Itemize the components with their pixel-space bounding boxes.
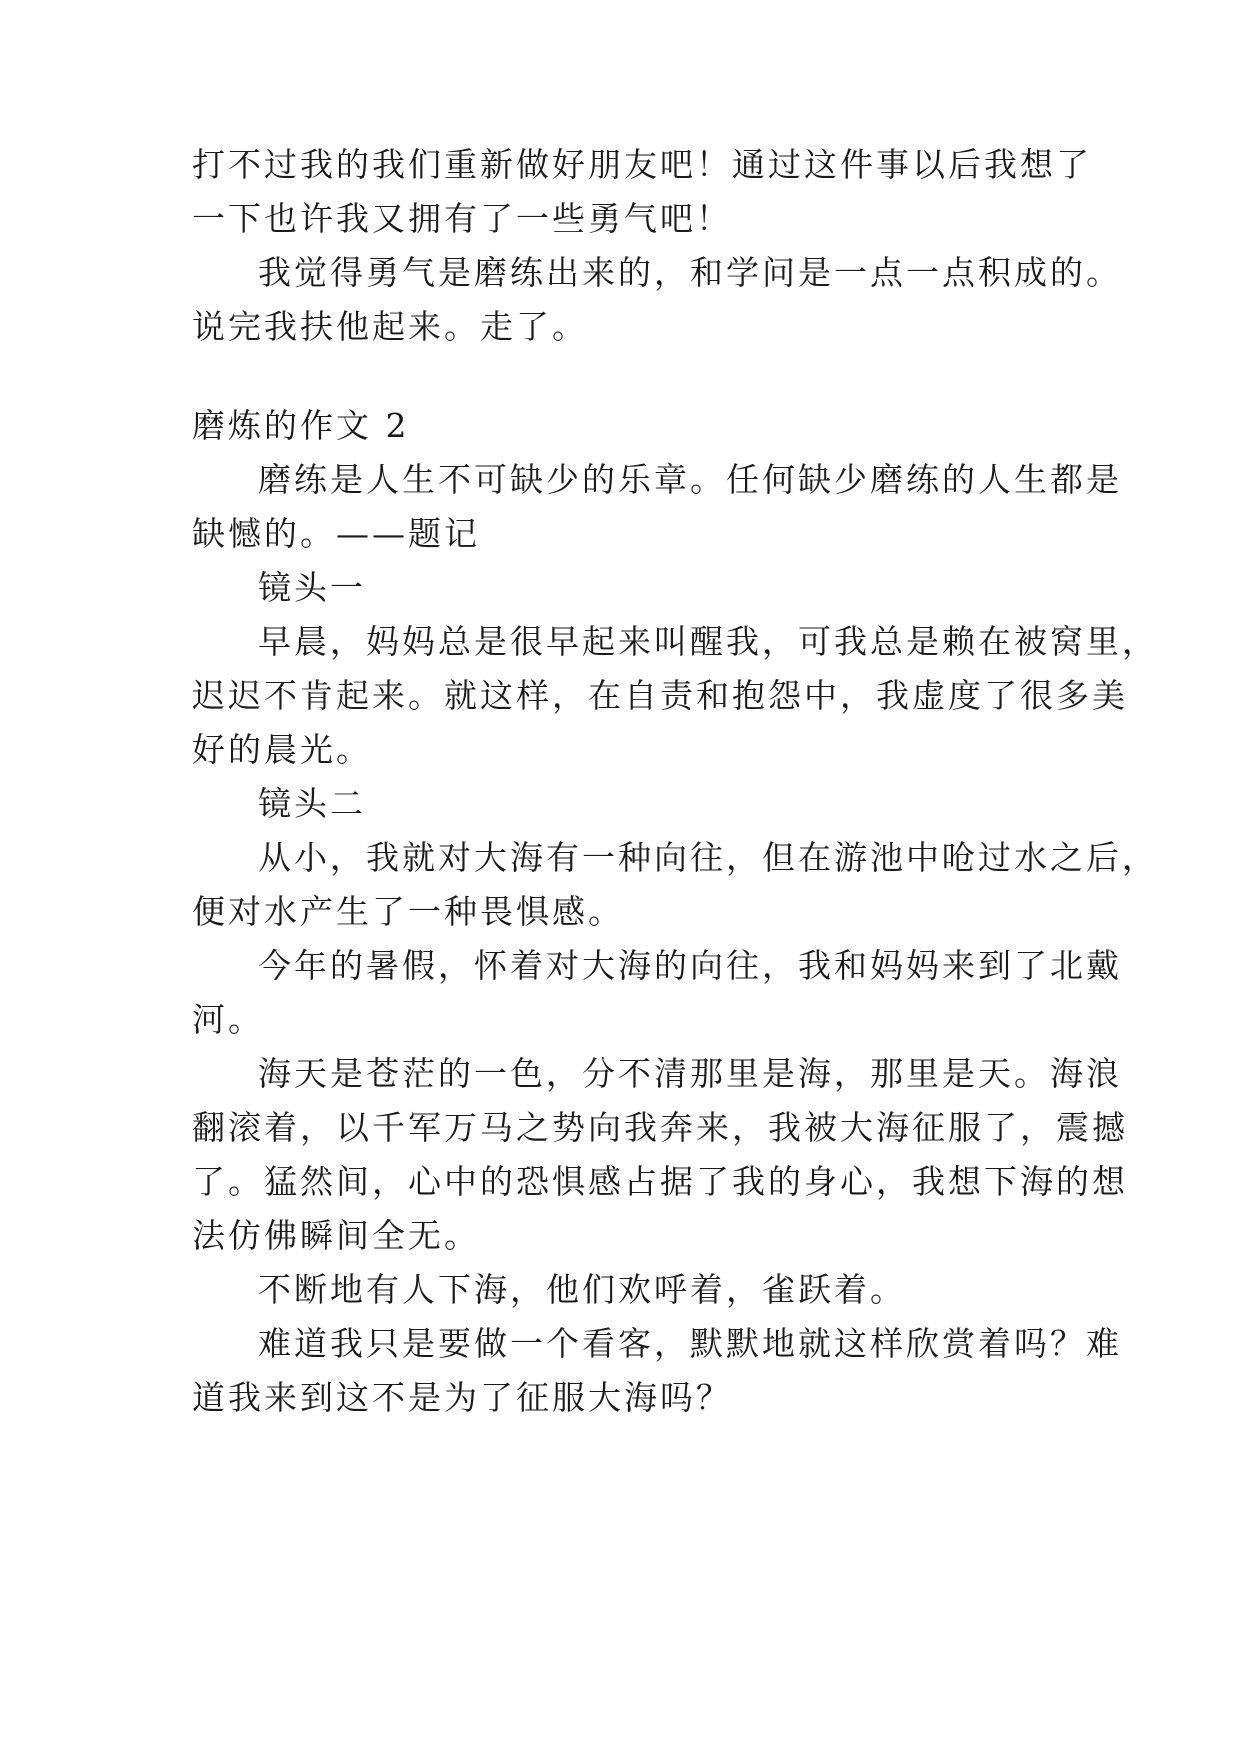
text-line: 好的晨光。	[192, 730, 372, 769]
text-line: 说完我扶他起来。走了。	[192, 307, 588, 346]
text-line: 迟迟不肯起来。就这样，在自责和抱怨中，我虚度了很多美	[192, 676, 1128, 715]
text-line: 缺憾的。——题记	[192, 514, 480, 553]
paragraph-line: 磨练是人生不可缺少的乐章。任何缺少磨练的人生都是	[258, 460, 1122, 499]
paragraph-line: 从小，我就对大海有一种向往，但在游池中呛过水之后，	[258, 838, 1158, 877]
paragraph-line: 镜头二	[258, 784, 366, 823]
section-title: 磨炼的作文 2	[192, 406, 410, 445]
paragraph-line: 不断地有人下海，他们欢呼着，雀跃着。	[258, 1270, 906, 1309]
paragraph-line: 镜头一	[258, 568, 366, 607]
paragraph-line: 海天是苍茫的一色，分不清那里是海，那里是天。海浪	[258, 1054, 1122, 1093]
text-line: 翻滚着，以千军万马之势向我奔来，我被大海征服了，震撼	[192, 1108, 1128, 1147]
text-line: 打不过我的我们重新做好朋友吧！通过这件事以后我想了	[192, 145, 1092, 184]
text-line: 河。	[192, 1000, 264, 1039]
text-line: 便对水产生了一种畏惧感。	[192, 892, 624, 931]
text-line: 一下也许我又拥有了一些勇气吧！	[192, 199, 732, 238]
text-line: 了。猛然间，心中的恐惧感占据了我的身心，我想下海的想	[192, 1162, 1128, 1201]
paragraph-line: 今年的暑假，怀着对大海的向往，我和妈妈来到了北戴	[258, 946, 1122, 985]
text-line: 法仿佛瞬间全无。	[192, 1216, 480, 1255]
paragraph-line: 我觉得勇气是磨练出来的，和学问是一点一点积成的。	[258, 253, 1122, 292]
text-line: 道我来到这不是为了征服大海吗？	[192, 1378, 732, 1417]
paragraph-line: 难道我只是要做一个看客，默默地就这样欣赏着吗？难	[258, 1324, 1122, 1363]
paragraph-line: 早晨，妈妈总是很早起来叫醒我，可我总是赖在被窝里，	[258, 622, 1158, 661]
